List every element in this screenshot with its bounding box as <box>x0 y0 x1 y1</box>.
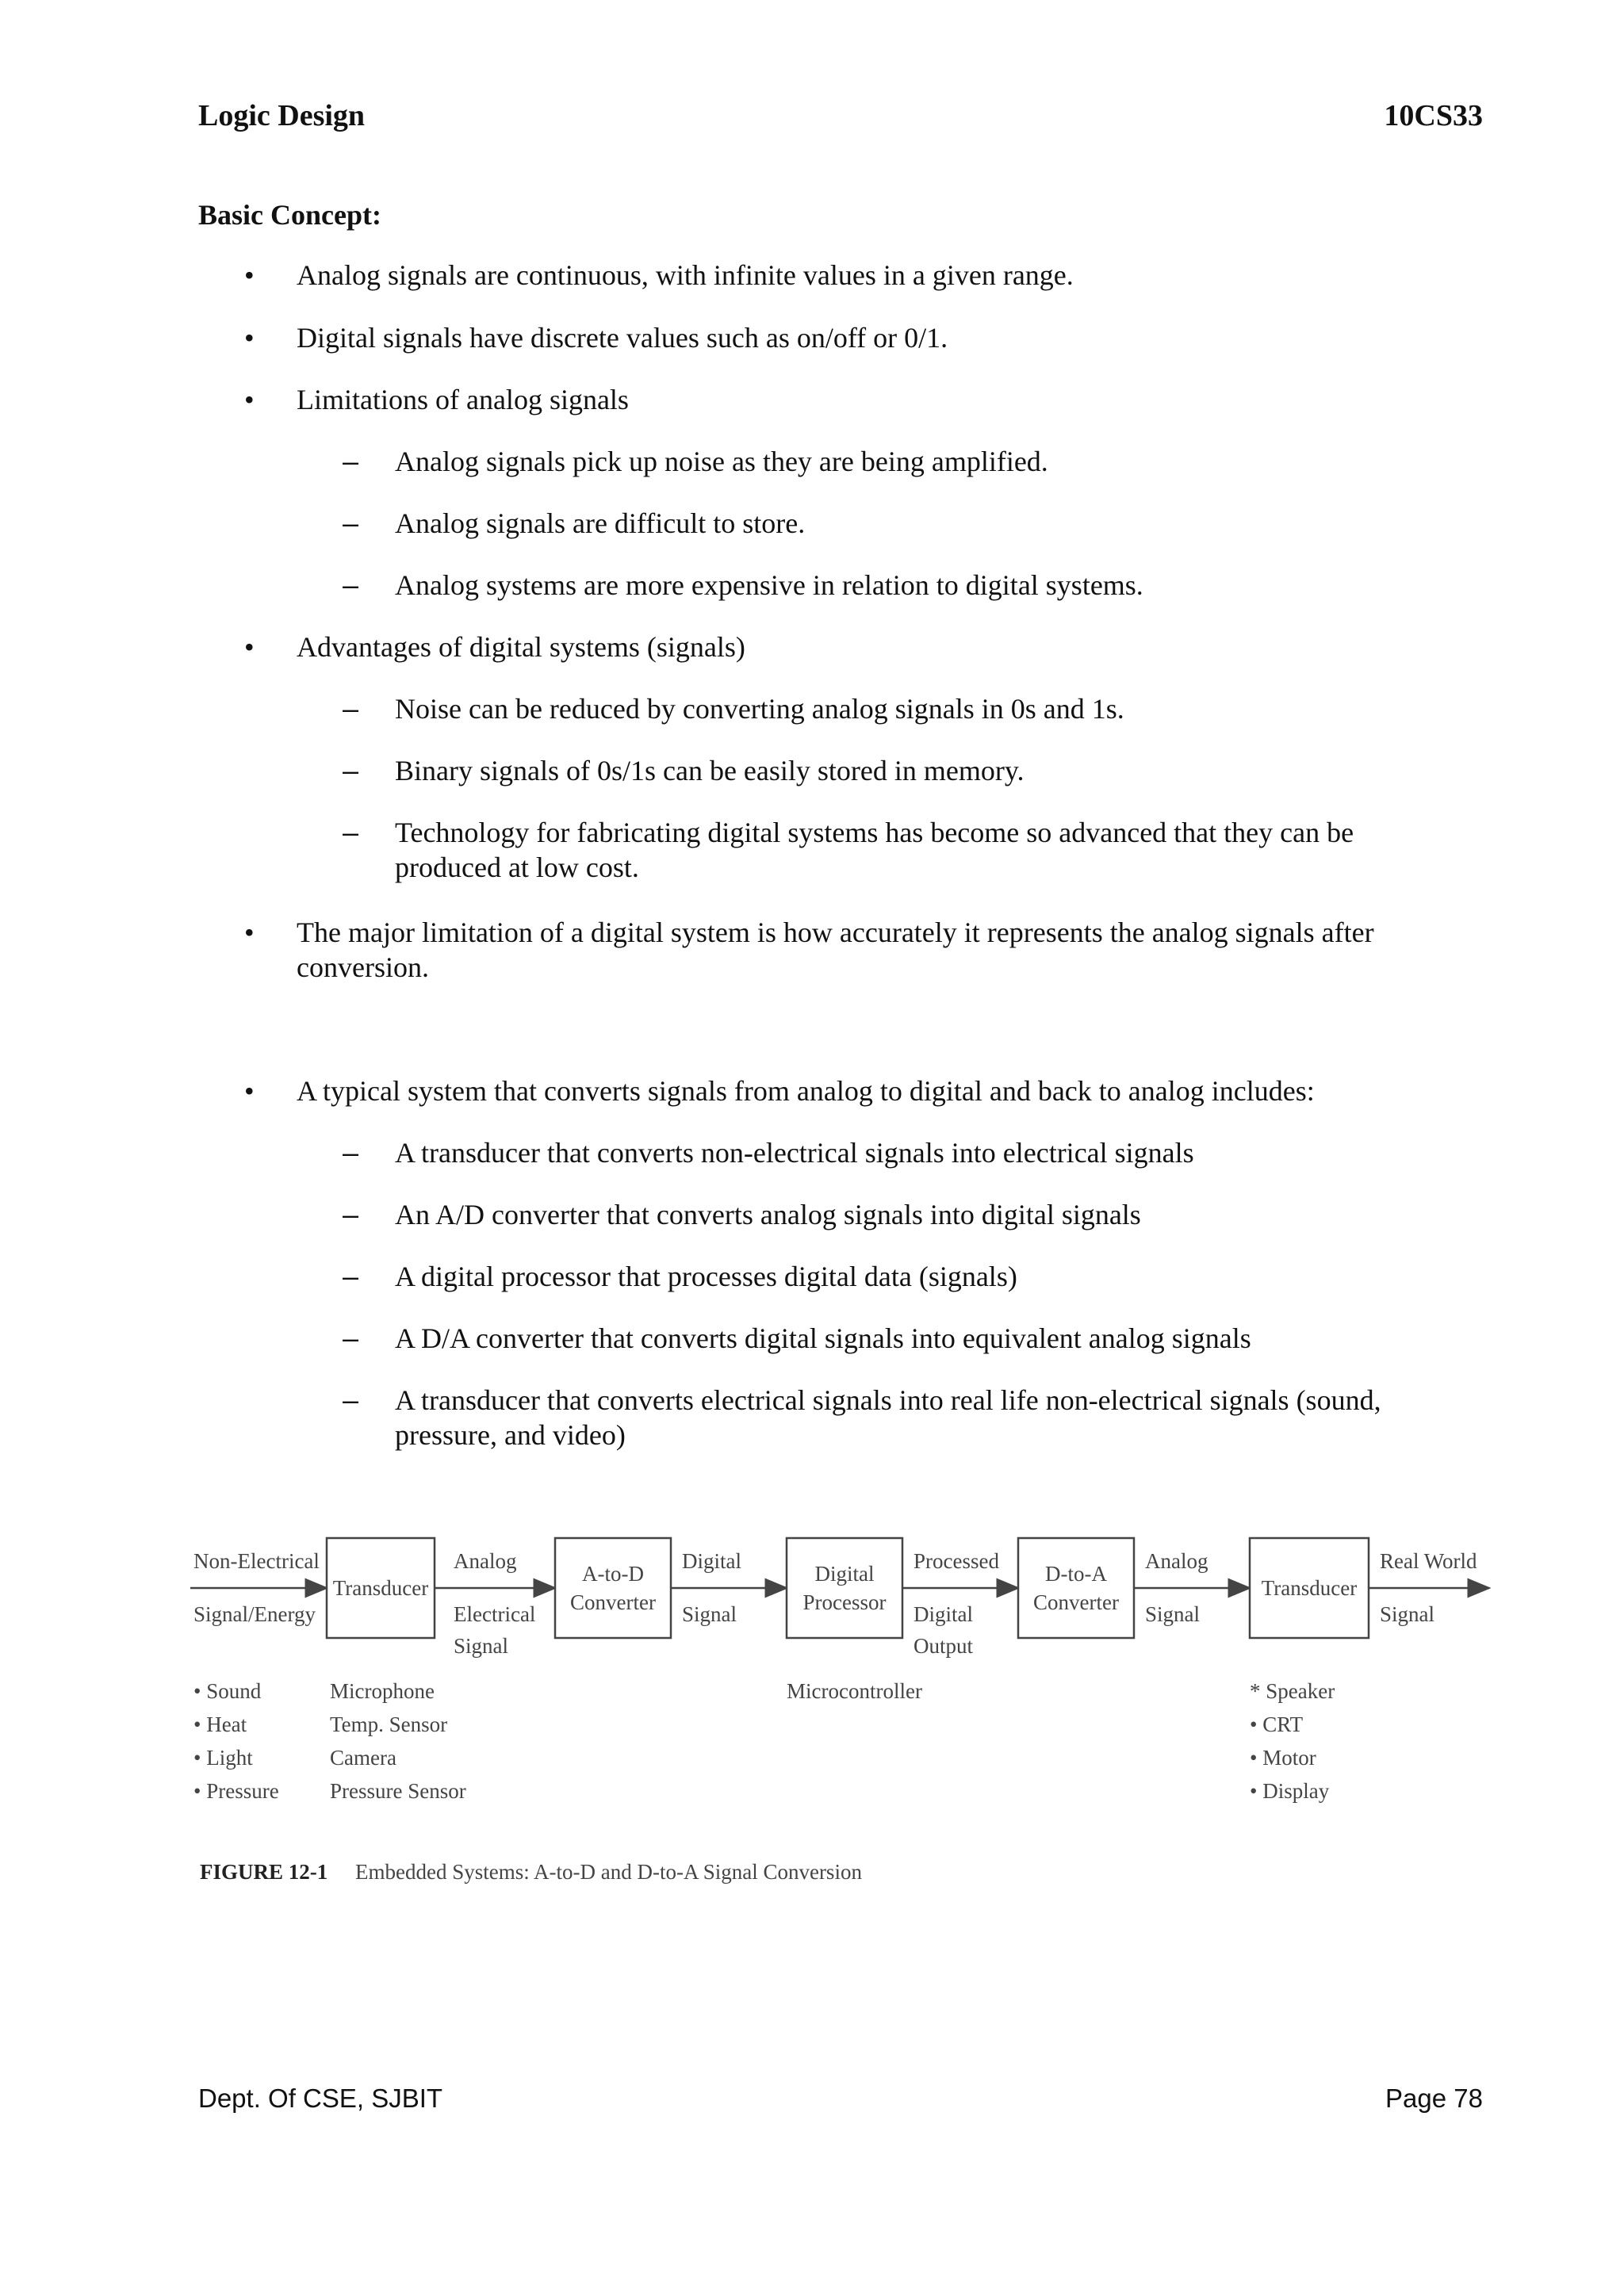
bullet-marker: • <box>244 259 255 291</box>
bullet-marker: • <box>244 1075 255 1107</box>
input-device: Camera <box>330 1746 396 1770</box>
input-device: Pressure Sensor <box>330 1779 466 1803</box>
signal-label: Signal/Energy <box>193 1602 316 1626</box>
figure-number: FIGURE 12-1 <box>200 1860 328 1884</box>
signal-label: Signal <box>682 1602 737 1626</box>
output-example: • Motor <box>1250 1746 1316 1770</box>
list-item-text: Advantages of digital systems (signals) <box>297 631 745 663</box>
dash-marker: – <box>343 507 359 539</box>
signal-conversion-figure <box>190 1514 1491 1903</box>
input-example: • Light <box>193 1746 253 1770</box>
signal-label: Digital <box>914 1602 973 1626</box>
example-lists <box>193 1679 1335 1803</box>
dash-marker: – <box>343 816 359 848</box>
output-example: • CRT <box>1250 1712 1304 1736</box>
dash-marker: – <box>343 754 359 786</box>
block-box <box>555 1538 671 1638</box>
list-item-text: Analog signals are continuous, with infinite values in a given range. <box>297 259 1074 291</box>
output-example: * Speaker <box>1250 1679 1335 1703</box>
sub-list-item-text: Noise can be reduced by converting analog signals in 0s and 1s. <box>395 693 1124 725</box>
block-label: A-to-D <box>582 1562 644 1586</box>
block-box <box>787 1538 902 1638</box>
block-label: Converter <box>570 1590 656 1614</box>
sub-list-item-text: A D/A converter that converts digital signals into equivalent analog signals <box>395 1322 1251 1354</box>
input-example: • Pressure <box>193 1779 279 1803</box>
input-device: Temp. Sensor <box>330 1712 448 1736</box>
block-label: Transducer <box>1261 1576 1358 1600</box>
processor-example: Microcontroller <box>787 1679 922 1703</box>
figure-caption <box>200 1860 862 1884</box>
course-title: Logic Design <box>198 99 366 132</box>
block-label: D-to-A <box>1045 1562 1107 1586</box>
sub-list-item-text: A transducer that converts non-electrical signals into electrical signals <box>395 1137 1194 1169</box>
input-example: • Heat <box>193 1712 247 1736</box>
footer-page-number: Page 78 <box>1385 2084 1483 2113</box>
figure-caption-text: Embedded Systems: A-to-D and D-to-A Signal Conversion <box>355 1860 862 1884</box>
list-item-text: A typical system that converts signals from analog to digital and back to analog includes: <box>297 1075 1315 1107</box>
signal-label: Output <box>914 1634 974 1658</box>
bullet-marker: • <box>244 916 255 948</box>
block-label: Transducer <box>332 1576 429 1600</box>
block-label: Digital <box>814 1562 875 1586</box>
sub-list-item-text: A transducer that converts electrical signals into real life non-electrical signals (sound, pressure, and video) <box>395 1384 1381 1451</box>
output-example: • Display <box>1250 1779 1330 1803</box>
sub-list-item-text: Technology for fabricating digital systems has become so advanced that they can be produced at low cost. <box>395 817 1354 883</box>
input-example: • Sound <box>193 1679 262 1703</box>
list-item-text: The major limitation of a digital system is how accurately it represents the analog signals after conversion. <box>297 916 1374 983</box>
block-label: Converter <box>1033 1590 1119 1614</box>
signal-label: Non-Electrical <box>193 1549 320 1573</box>
signal-label: Processed <box>914 1549 999 1573</box>
block-box <box>1018 1538 1134 1638</box>
dash-marker: – <box>343 568 359 601</box>
sub-list-item-text: A digital processor that processes digital data (signals) <box>395 1261 1017 1292</box>
dash-marker: – <box>343 692 359 725</box>
section-title: Basic Concept: <box>198 199 381 231</box>
list-item-text: Limitations of analog signals <box>297 384 629 415</box>
course-code: 10CS33 <box>1384 99 1483 132</box>
sub-list-item-text: Analog signals pick up noise as they are being amplified. <box>395 446 1048 477</box>
signal-label: Signal <box>1380 1602 1435 1626</box>
signal-label: Analog <box>454 1549 517 1573</box>
dash-marker: – <box>343 1136 359 1169</box>
input-device: Microphone <box>330 1679 435 1703</box>
list-item-text: Digital signals have discrete values such as on/off or 0/1. <box>297 322 948 354</box>
dash-marker: – <box>343 1322 359 1354</box>
dash-marker: – <box>343 1198 359 1230</box>
signal-label: Signal <box>454 1634 509 1658</box>
bullet-marker: • <box>244 322 255 354</box>
dash-marker: – <box>343 1260 359 1292</box>
bullet-marker: • <box>244 384 255 415</box>
sub-list-item-text: Analog signals are difficult to store. <box>395 507 806 539</box>
sub-list-item-text: An A/D converter that converts analog signals into digital signals <box>395 1199 1141 1230</box>
signal-label: Signal <box>1145 1602 1201 1626</box>
dash-marker: – <box>343 445 359 477</box>
sub-list-item-text: Binary signals of 0s/1s can be easily stored in memory. <box>395 755 1025 786</box>
block-label: Processor <box>802 1590 887 1614</box>
signal-label: Real World <box>1380 1549 1477 1573</box>
signal-label: Digital <box>682 1549 741 1573</box>
dash-marker: – <box>343 1383 359 1416</box>
sub-list-item-text: Analog systems are more expensive in relation to digital systems. <box>395 569 1143 601</box>
signal-label: Analog <box>1145 1549 1208 1573</box>
footer-department: Dept. Of CSE, SJBIT <box>198 2084 443 2113</box>
bullet-marker: • <box>244 631 255 663</box>
signal-label: Electrical <box>454 1602 536 1626</box>
